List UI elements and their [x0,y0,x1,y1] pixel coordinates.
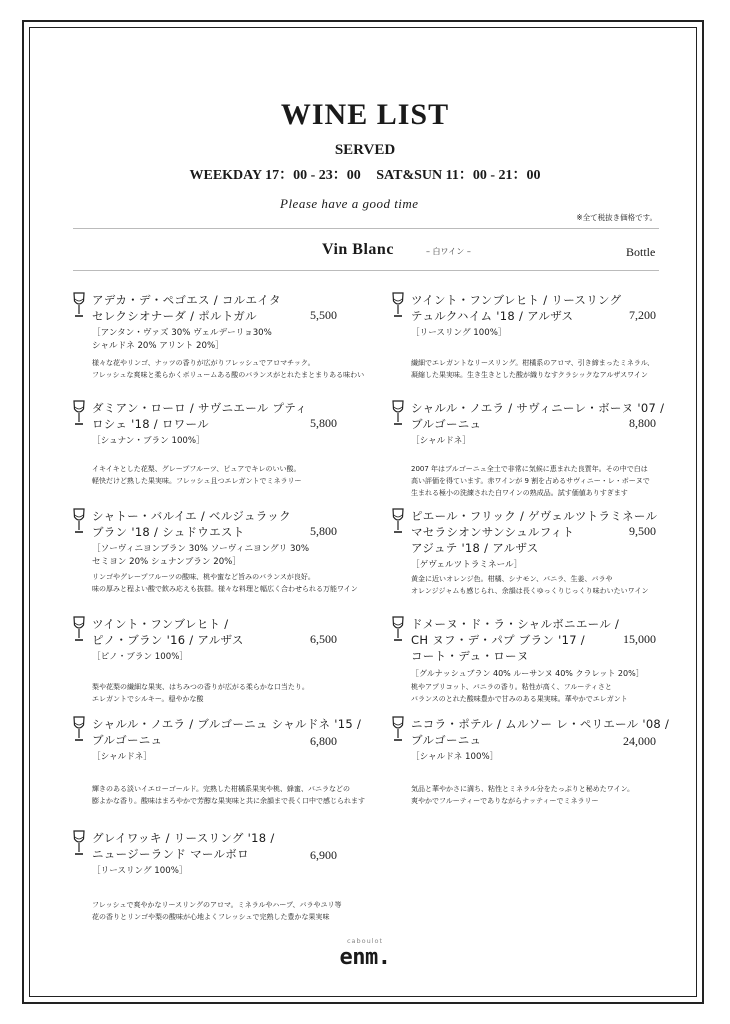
wine-price: 6,800 [310,734,337,748]
grape-varieties: ［ゲヴェルツトラミネール］ [411,560,523,570]
wine-price: 5,800 [310,524,337,538]
wine-name: ツイント・フンブレヒト / [92,617,229,631]
wine-description-line2: 高い評価を得ています。赤ワインが 9 割を占めるサヴィニー・レ・ボーヌで [411,477,650,485]
wine-glass-icon [72,400,86,426]
wine-glass-icon [391,508,405,534]
wine-price: 5,800 [310,416,337,430]
wine-glass-icon [72,830,86,856]
opening-hours [0,164,730,184]
wine-glass-icon [391,616,405,642]
weekend-hours: SAT&SUN 11：00 - 21：00 [376,168,541,183]
brand-logo: enm. [339,945,391,970]
wine-description: リンゴやグレープフルーツの酸味、桃や蜜など旨みのバランスが良好。 [92,573,315,581]
wine-description-line2: 味の厚みと程よい酸で飲み応えも抜群。様々な料理と幅広く合わせられる万能ワイン [92,585,358,593]
wine-description: 梨や花梨の繊細な果実、はちみつの香りが広がる柔らかな口当たり。 [92,683,309,691]
wine-name-line2: ブルゴーニュ [411,733,482,747]
wine-description-line2: エレガントでシルキー。穏やかな酸 [92,695,204,703]
grape-varieties: ［リースリング 100%］ [92,866,188,876]
wine-name: シャルル・ノエラ / サヴィニーレ・ボーヌ '07 / [411,401,665,415]
grape-varieties: ［シャルドネ 100%］ [411,752,499,762]
wine-name: ツイント・フンブレヒト / リースリング [411,293,622,307]
served-label: SERVED [334,142,396,158]
wine-description-line3: 生まれる極小の洗練された白ワインの熟成品。試す価値ありすぎます [411,489,628,497]
wine-description-line2: 軽快だけど熟した果実味。フレッシュ且つエレガントでミネラリー [92,477,302,485]
wine-description: 気品と華やかさに満ち、粘性とミネラル分をたっぷりと秘めたワイン。 [411,785,635,793]
wine-glass-icon [72,716,86,742]
wine-name: アデカ・デ・ペゴエス / コルエイタ [92,293,281,307]
wine-glass-icon [72,616,86,642]
wine-price: 8,800 [629,416,656,430]
wine-description-line2: フレッシュな爽味と柔らかくボリュームある酸のバランスがとれたまとまりある味わい [92,371,365,379]
wine-item [92,508,392,593]
grape-varieties: ［シャルドネ］ [411,436,471,446]
wine-description: フレッシュで爽やかなリースリングのアロマ。ミネラルやハーブ、バラやユリ等 [92,901,342,909]
wine-description: 黄金に近いオレンジ色。柑橘、シナモン、バニラ、生姜、バラや [411,575,613,583]
grape-varieties-line2: セミヨン 20% シュナンブラン 20%］ [92,557,241,567]
grape-varieties: ［ソーヴィニヨンブラン 30% ソーヴィニヨングリ 30% [92,544,310,554]
wine-description-line2: バランスのとれた酸味豊かで甘みのある果実味。華やかでエレガント [411,695,628,703]
wine-description-line2: 爽やかでフルーティーでありながらナッティーでミネラリー [411,797,599,805]
wine-glass-icon [391,292,405,318]
wine-item [92,716,392,805]
wine-name-line2: CH ヌフ・デ・パプ ブラン '17 / [411,633,585,647]
section-rule-top [73,228,659,229]
wine-glass-icon [72,508,86,534]
grape-varieties: ［ピノ・ブラン 100%］ [92,652,188,662]
wine-name-line2: セレクシオナーダ / ポルトガル [92,309,257,323]
grape-varieties: ［グルナッシュブラン 40% ルーサンヌ 40% クラレット 20%］ [411,669,644,678]
wine-item [411,716,711,805]
wine-name: ニコラ・ポテル / ムルソー レ・ペリエール '08 / [411,717,670,731]
wine-description: 様々な花やリンゴ、ナッツの香りが広がりフレッシュでアロマチック。 [92,359,315,367]
wine-name-line2: テュルクハイム '18 / アルザス [411,309,574,323]
wine-glass-icon [72,292,86,318]
wine-description-line2: 凝縮した果実味。生き生きとした酸が織りなすクラシックなアルザスワイン [411,371,648,379]
wine-name-line2: ブルゴーニュ [411,417,482,431]
wine-name: シャルル・ノエラ / ブルゴーニュ シャルドネ '15 / [92,717,362,731]
wine-price: 6,900 [310,848,337,862]
wine-item [92,830,392,921]
tax-note: ※全て税抜き価格です。 [576,213,657,222]
wine-description-line2: オレンジジャムも感じられ、余韻は長くゆっくりじっくり味わいたいワイン [411,587,649,595]
wine-item [411,400,711,497]
wine-price: 9,500 [629,524,656,538]
wine-price: 24,000 [623,734,656,748]
wine-name-line3: コート・デュ・ローヌ [411,649,529,663]
wine-name-line2: ブラン '18 / シュドウエスト [92,525,245,539]
wine-glass-icon [391,400,405,426]
wine-name: ダミアン・ローロ / サヴニエール プティ [92,401,308,415]
wine-price: 5,500 [310,308,337,322]
wine-glass-icon [391,716,405,742]
wine-description: 繊細でエレガントなリースリング。柑橘系のアロマ、引き締まったミネラル、 [411,359,655,367]
wine-name-line2: マセラシオンサンシュルフィト [411,525,575,539]
wine-description: 2007 年はブルゴーニュ全土で非常に気候に恵まれた良質年。その中で白は [411,465,648,473]
wine-item [411,616,711,703]
wine-name: ドメーヌ・ド・ラ・シャルボニエール / [411,617,620,631]
brand-tagline: caboulot [346,937,384,945]
wine-name: シャトー・バルイエ / ベルジュラック [92,509,291,523]
grape-varieties: ［シャルドネ］ [92,752,152,762]
wine-description: 輝きのある淡いイエローゴールド。完熟した柑橘系果実や桃、蜂蜜、バニラなどの [92,785,350,793]
bottle-column-label: Bottle [626,245,656,259]
wine-description: イキイキとした花梨、グレープフルーツ、ピュアでキレのいい酸。 [92,465,301,473]
section-rule-bottom [73,270,659,271]
wine-name-line2: ロシェ '18 / ロワール [92,417,209,431]
grape-varieties: ［アンタン・ヴァズ 30% ヴェルデーリョ30% [92,328,272,338]
wine-name-line2: ピノ・ブラン '16 / アルザス [92,633,244,647]
wine-price: 7,200 [629,308,656,322]
wine-item [411,508,711,595]
grape-varieties: ［リースリング 100%］ [411,328,507,338]
weekday-hours: WEEKDAY 17：00 - 23：00 [189,168,361,183]
wine-description-line2: 膨よかな香り。酸味はまろやかで芳醇な果実味と共に余韻まで長く口中で感じられます [92,797,365,805]
wine-item [92,292,392,379]
grape-varieties: ［シュナン・ブラン 100%］ [92,436,205,446]
wine-name-line2: ニュージーランド マールボロ [92,847,249,861]
wine-name-line2: ブルゴーニュ [92,733,163,747]
wine-description: 桃やアプリコット、バニラの香り。粘性が高く、フルーティさと [411,683,612,691]
script-tagline: Please have a good time [280,196,419,211]
wine-price: 6,500 [310,632,337,646]
wine-item [92,400,392,485]
wine-description-line2: 花の香りとリンゴや梨の酸味が心地よくフレッシュで完熟した豊かな果実味 [92,913,330,921]
wine-item [411,292,711,379]
wine-name: グレイワッキ / リースリング '18 / [92,831,275,845]
wine-name: ピエール・フリック / ゲヴェルツトラミネール [411,509,658,523]
grape-varieties-line2: シャルドネ 20% アリント 20%］ [92,341,224,351]
section-title: Vin Blanc [322,241,394,258]
section-subtitle: – 白ワイン – [426,247,471,256]
wine-price: 15,000 [623,632,656,646]
wine-name-line3: アジュテ '18 / アルザス [411,541,539,555]
page-title: WINE LIST [280,98,450,131]
wine-item [92,616,392,703]
